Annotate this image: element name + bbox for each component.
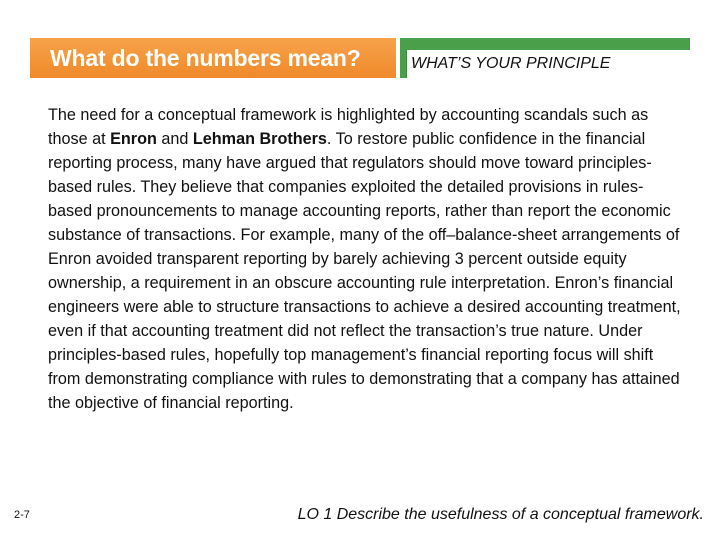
body-paragraph — [48, 103, 684, 415]
body-text-part-2: . To restore public confidence in the financial reporting process, many have argued that regulators should move toward principles-based rules. They believe that companies exploited the detailed provisions in rules-based pronouncements to manage accounting reports, rather than report the economic substance of transactions. For example, many of the off–balance-sheet arrangements of Enron avoided transparent reporting by barely achieving 3 percent outside equity ownership, a requirement in an obscure accounting rule interpretation. Enron’s financial engineers were able to structure transactions to achieve a desired accounting treatment, even if that accounting treatment did not reflect the transaction’s true nature. Under principles-based rules, hopefully top management’s financial reporting focus will shift from demonstrating compliance with rules to demonstrating that a company has attained the objective of financial reporting. — [48, 130, 681, 412]
learning-objective: LO 1 Describe the usefulness of a conceptual framework. — [297, 506, 704, 523]
body-text-connector: and — [156, 130, 193, 148]
section-label-band — [400, 38, 690, 78]
company-name-enron: Enron — [110, 130, 157, 148]
section-label-box — [406, 50, 690, 78]
header-banner — [30, 38, 690, 78]
section-label: WHAT’S YOUR PRINCIPLE — [411, 55, 611, 72]
page-title: What do the numbers mean? — [50, 44, 361, 71]
title-band — [30, 38, 396, 78]
page-number: 2-7 — [14, 509, 30, 521]
company-name-lehman: Lehman Brothers — [192, 130, 327, 148]
body-text-part-1: The need for a conceptual framework is highlighted by accounting scandals such as those at — [48, 106, 649, 148]
